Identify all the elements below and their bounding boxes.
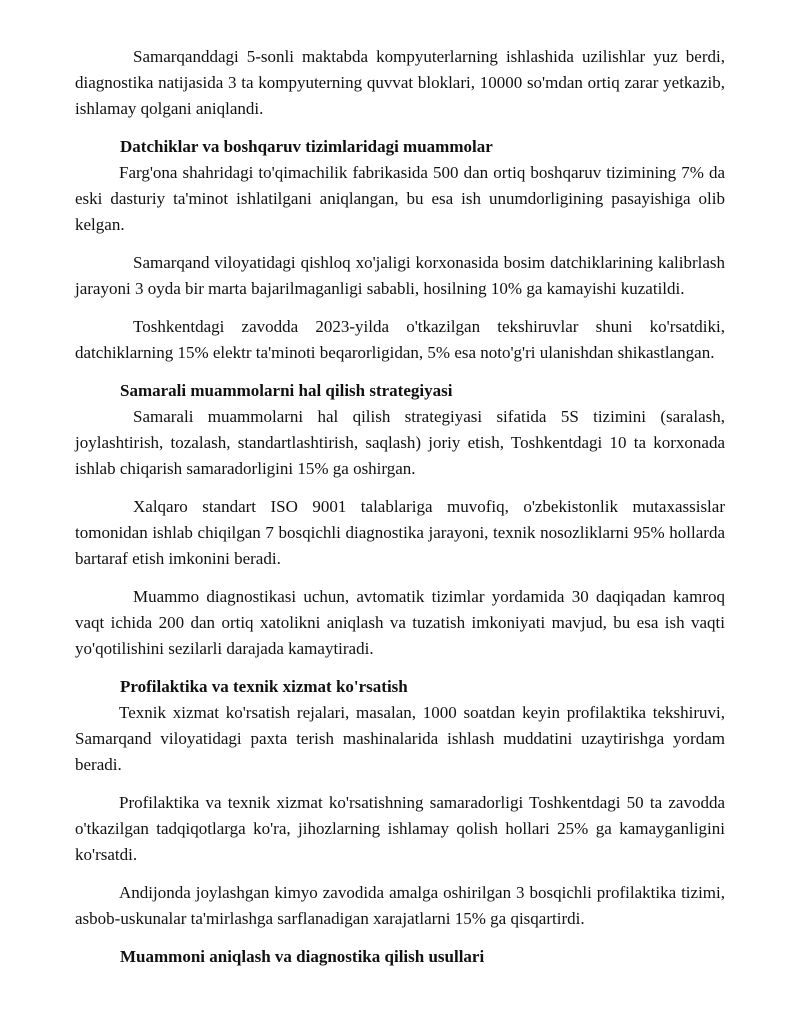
paragraph-andijan-chemical: Andijonda joylashgan kimyo zavodida amalga oshirilgan 3 bosqichli profilaktika tizimi, asbob-uskunalar ta'mirlashga sarflanadigan xarajatlarni 15% ga qisqartirdi. xyxy=(75,883,725,928)
spacer xyxy=(75,868,725,880)
spacer xyxy=(75,482,725,494)
paragraph-fergana-factory: Farg'ona shahridagi to'qimachilik fabrikasida 500 dan ortiq boshqaruv tizimining 7% da eski dasturiy ta'minot ishlatilgani aniqlangan, bu esa ish unumdorligining pasayishiga olib kelgan. xyxy=(75,163,725,234)
spacer xyxy=(75,662,725,674)
spacer xyxy=(75,572,725,584)
spacer xyxy=(75,366,725,378)
heading-sensors-control: Datchiklar va boshqaruv tizimlaridagi muammolar xyxy=(120,137,493,156)
paragraph-tashkent-plant: Toshkentdagi zavodda 2023-yilda o'tkazilgan tekshiruvlar shuni ko'rsatdiki, datchiklarning 15% elektr ta'minoti beqarorligidan, 5% esa noto'g'ri ulanishdan shikastlangan. xyxy=(75,317,725,362)
spacer xyxy=(75,302,725,314)
heading-maintenance: Profilaktika va texnik xizmat ko'rsatish xyxy=(120,677,408,696)
paragraph-school-computers: Samarqanddagi 5-sonli maktabda kompyuterlarning ishlashida uzilishlar yuz berdi, diagnostika natijasida 3 ta kompyuterning quvvat bloklari, 10000 so'mdan ortiq zarar yetkazib, ishlamay qolgani aniqlandi. xyxy=(75,47,725,118)
paragraph-maintenance-efficiency: Profilaktika va texnik xizmat ko'rsatishning samaradorligi Toshkentdagi 50 ta zavodda o'tkazilgan tadqiqotlarga ko'ra, jihozlarning ishlamay qolish hollari 25% ga kamayganligini ko'rsatdi. xyxy=(75,793,725,864)
paragraph-samarkand-agriculture: Samarqand viloyatidagi qishloq xo'jaligi korxonasida bosim datchiklarining kalibrlash jarayoni 3 oyda bir marta bajarilmaganligi sababli, hosilning 10% ga kamayishi kuzatildi. xyxy=(75,253,725,298)
heading-diagnostic-methods: Muammoni aniqlash va diagnostika qilish usullari xyxy=(120,947,485,966)
spacer xyxy=(75,122,725,134)
paragraph-5s-system: Samarali muammolarni hal qilish strategiyasi sifatida 5S tizimini (saralash, joylashtirish, tozalash, standartlashtirish, saqlash) joriy etish, Toshkentdagi 10 ta korxonada ishlab chiqarish samaradorligini 15% ga oshirgan. xyxy=(75,407,725,478)
spacer xyxy=(75,778,725,790)
spacer xyxy=(75,238,725,250)
paragraph-iso-9001: Xalqaro standart ISO 9001 talablariga muvofiq, o'zbekistonlik mutaxassislar tomonidan ishlab chiqilgan 7 bosqichli diagnostika jarayoni, texnik nosozliklarni 95% hollarda bartaraf etish imkonini beradi. xyxy=(75,497,725,568)
heading-strategy: Samarali muammolarni hal qilish strategiyasi xyxy=(120,381,453,400)
paragraph-automated-diagnostics: Muammo diagnostikasi uchun, avtomatik tizimlar yordamida 30 daqiqadan kamroq vaqt ichida 200 dan ortiq xatolikni aniqlash va tuzatish imkoniyati mavjud, bu esa ish vaqti yo'qotilishini sezilarli darajada kamaytiradi. xyxy=(75,587,725,658)
paragraph-maintenance-plans: Texnik xizmat ko'rsatish rejalari, masalan, 1000 soatdan keyin profilaktika tekshiruvi, Samarqand viloyatidagi paxta terish mashinalarida ishlash muddatini uzaytirishga yordam beradi. xyxy=(75,703,725,774)
spacer xyxy=(75,932,725,944)
